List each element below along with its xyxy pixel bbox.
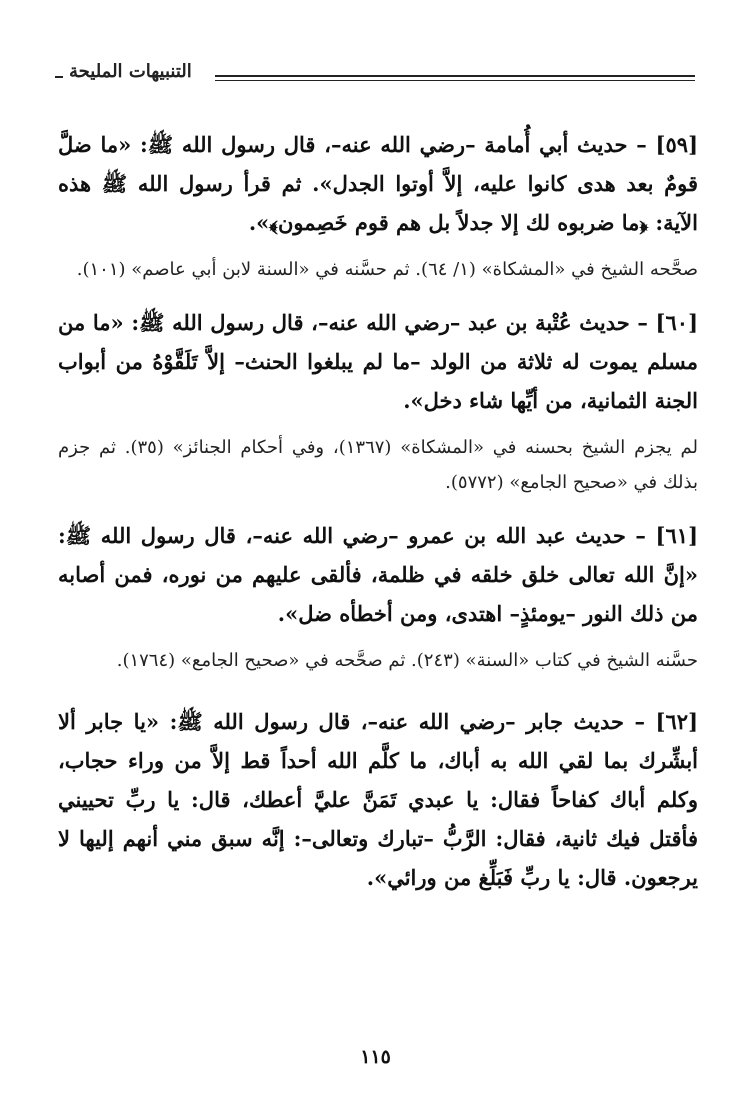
hadith-62: [٦٢] – حديث جابر –رضي الله عنه–، قال رسول الله ﷺ: «يا جابر ألا أبشِّرك بما لقي الله به أباك، ما كلَّم الله أحداً قط إلاَّ من وراء حجاب، وكلم أباك كفاحاً فقال: يا عبدي تَمَنَّ عليَّ أعطك، قال: يا ربِّ تحييني فأقتل فيك ثانية، فقال: الرَّبُّ –تبارك وتعالى–: إنَّه سبق مني أنهم إليها لا يرجعون. قال: يا ربِّ فَبَلِّغ من ورائي».: [58, 709, 698, 890]
hadith-60: [٦٠] – حديث عُتْبة بن عبد –رضي الله عنه–، قال رسول الله ﷺ: «ما من مسلم يموت له ثلاثة من الولد –ما لم يبلغوا الحنث– إلاَّ تَلَقَّوْهُ من أبواب الجنة الثمانية، من أيِّها شاء دخل».: [58, 310, 698, 413]
page-number: ١١٥: [360, 1046, 391, 1068]
header-rule-bottom: [215, 80, 695, 81]
page-body: [58, 125, 698, 897]
takhrij-59: صحَّحه الشيخ في «المشكاة» (١/ ٦٤). ثم حسَّنه في «السنة لابن أبي عاصم» (١٠١).: [76, 259, 698, 280]
takhrij-60: لم يجزم الشيخ بحسنه في «المشكاة» (١٣٦٧)، وفي أحكام الجنائز» (٣٥). ثم جزم بذلك في «صحيح الجامع» (٥٧٧٢).: [58, 437, 699, 493]
running-header: [55, 58, 695, 88]
header-rule-top: [215, 75, 695, 77]
header-title: التنبيهات المليحة: [63, 61, 198, 82]
takhrij-61: حسَّنه الشيخ في كتاب «السنة» (٢٤٣). ثم صحَّحه في «صحيح الجامع» (١٧٦٤).: [116, 650, 698, 671]
hadith-61: [٦١] – حديث عبد الله بن عمرو –رضي الله عنه–، قال رسول الله ﷺ: «إنَّ الله تعالى خلق خلقه في ظلمة، فألقى عليهم من نوره، فمن أصابه من ذلك النور –يومئذٍ– اهتدى، ومن أخطأه ضل».: [58, 523, 698, 626]
spacer: [58, 694, 698, 702]
hadith-59: [٥٩] – حديث أبي أُمامة –رضي الله عنه–، قال رسول الله ﷺ: «ما ضلَّ قومٌ بعد هدى كانوا عليه، إلاَّ أوتوا الجدل». ثم قرأ رسول الله ﷺ هذه الآية: ﴿ما ضربوه لك إلا جدلاً بل هم قوم خَصِمون﴾».: [58, 132, 698, 235]
